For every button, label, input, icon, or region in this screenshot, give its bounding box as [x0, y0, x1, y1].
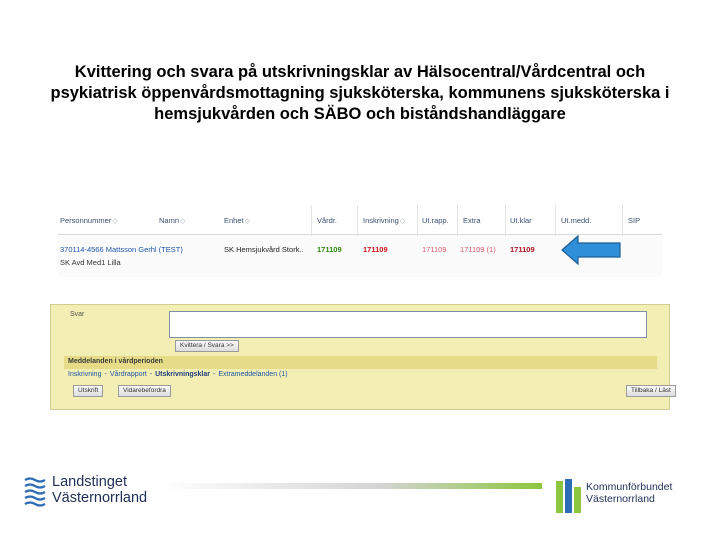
kommunforbundet-logo-text: Kommunförbundet Västernorrland — [586, 481, 673, 505]
row-extra[interactable]: 171109 (1) — [460, 245, 496, 254]
kommunforbundet-logo — [556, 479, 706, 515]
message-tabs — [64, 369, 657, 381]
tillbaka-last-button[interactable]: Tillbaka / Läst — [626, 385, 676, 397]
header-vardr[interactable]: Vårdr. — [317, 216, 338, 225]
landstinget-logo — [24, 474, 164, 510]
header-extra[interactable]: Extra — [463, 216, 481, 225]
header-ut-klar[interactable]: Ut.klar — [510, 216, 532, 225]
section-header: Meddelanden i vårdperioden — [64, 356, 657, 369]
svar-textarea[interactable] — [169, 311, 647, 338]
table-header — [58, 205, 662, 235]
row-inskrivning[interactable]: 171109 — [363, 245, 388, 254]
sort-icon[interactable]: ◇ — [399, 218, 406, 225]
header-inskrivning[interactable]: Inskrivning◇ — [363, 216, 406, 225]
svar-label: Svar — [70, 311, 85, 318]
header-enhet[interactable]: Enhet◇ — [224, 216, 250, 225]
footer-bar-gray — [160, 483, 380, 489]
row-personnummer-namn[interactable]: 370114-4566 Mattsson Gerhl (TEST) — [60, 245, 183, 254]
tab-vardrapport[interactable]: Vårdrapport — [109, 371, 147, 378]
row-ut-klar[interactable]: 171109 — [510, 245, 535, 254]
kvittera-svara-button[interactable]: Kvittera / Svara >> — [175, 340, 239, 352]
header-sip[interactable]: SIP — [628, 216, 641, 225]
sort-icon[interactable]: ◇ — [180, 218, 186, 225]
header-ut-rapp[interactable]: Ut.rapp. — [422, 216, 449, 225]
row-enhet: SK Hemsjukvård Stork.. — [224, 245, 304, 254]
tab-utskrivningsklar[interactable]: Utskrivningsklar — [155, 371, 210, 378]
sort-icon[interactable]: ◇ — [112, 218, 118, 225]
landstinget-wave-logo-icon — [24, 476, 46, 508]
sort-icon[interactable]: ◇ — [244, 218, 250, 225]
row-vardr[interactable]: 171109 — [317, 245, 342, 254]
landstinget-logo-text: Landstinget Västernorrland — [52, 474, 148, 506]
tab-extrameddelanden[interactable]: Extrameddelanden (1) — [218, 371, 288, 378]
tab-separator: - — [149, 371, 153, 378]
row-ut-rapp[interactable]: 171109 — [422, 245, 447, 254]
reply-form-panel — [50, 304, 670, 410]
row-unit: SK Avd Med1 Lilla — [60, 258, 121, 267]
header-namn[interactable]: Namn◇ — [159, 216, 186, 225]
tab-inskrivning[interactable]: Inskrivning — [68, 371, 102, 378]
footer-bar-green — [380, 483, 542, 489]
slide-title: Kvittering och svara på utskrivningsklar av Hälsocentral/Vårdcentral och psykiatrisk öppenvårdsmottagning sjuksköterska, kommunens sjuksköterska i hemsjukvården och SÄBO och biståndshandläggare — [50, 63, 670, 123]
tab-separator: - — [104, 371, 107, 378]
left-arrow-icon — [560, 234, 622, 266]
vidarebefordra-button[interactable]: Vidarebefordra — [118, 385, 171, 397]
header-personnummer[interactable]: Personnummer◇ — [60, 216, 118, 225]
kommunforbundet-logo-icon — [556, 479, 582, 513]
tab-separator: - — [212, 371, 216, 378]
utskrift-button[interactable]: Utskrift — [73, 385, 103, 397]
header-ut-medd[interactable]: Ut.medd. — [561, 216, 592, 225]
